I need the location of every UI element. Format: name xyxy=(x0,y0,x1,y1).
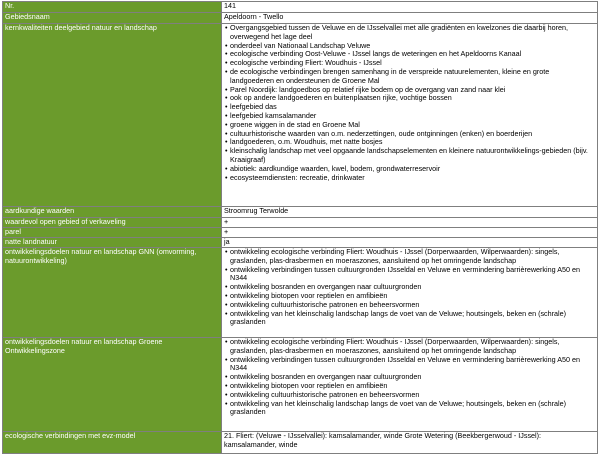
bullet-item: • ecologische verbinding Fliert: Woudhuis - IJssel xyxy=(224,59,595,68)
row-value-evz: 21. Fliert: (Veluwe - IJsselvallei): kamsalamander, winde Grote Wetering (Beekbergerwoud - IJssel): kamsalamander, winde xyxy=(222,432,598,454)
bullet-item: • ontwikkeling van het kleinschalig landschap langs de voet van de Veluwe; houtsingels, beken en (schrale) graslanden xyxy=(224,310,595,328)
row-label-gnn: ontwikkelingsdoelen natuur en landschap GNN (omvorming, natuurontwikkeling) xyxy=(3,248,222,338)
table-row-evz xyxy=(3,432,598,454)
table-row-aardkundige xyxy=(3,207,598,218)
bullet-item: • ecosysteemdiensten: recreatie, drinkwater xyxy=(224,174,595,183)
row-label-nr: Nr. xyxy=(3,2,222,13)
bullet-item: • groene wiggen in de stad en Groene Mal xyxy=(224,121,595,130)
bullet-item: • ontwikkeling verbindingen tussen cultuurgronden IJsseldal en Veluwe en vermindering barrièrewerking A50 en N344 xyxy=(224,356,595,374)
table-row-natte xyxy=(3,238,598,248)
row-label-waardevol: waardevol open gebied of verkaveling xyxy=(3,218,222,228)
row-label-evz: ecologische verbindingen met evz-model xyxy=(3,432,222,454)
table-row-waardevol xyxy=(3,218,598,228)
bullet-item: • de ecologische verbindingen brengen samenhang in de verspreide natuurelementen, kleine en grote landgoederen en ondersteunen de Groene Mal xyxy=(224,68,595,86)
bullet-item: • landgoederen, o.m. Woudhuis, met natte bosjes xyxy=(224,138,595,147)
row-value-waardevol: + xyxy=(222,218,598,228)
row-value-gebiedsnaam: Apeldoorn - Twello xyxy=(222,13,598,24)
row-label-gebiedsnaam: Gebiedsnaam xyxy=(3,13,222,24)
table-row-nr xyxy=(3,2,598,13)
bullet-item: • abiotiek: aardkundige waarden, kwel, bodem, grondwaterreservoir xyxy=(224,165,595,174)
row-label-aardkundige: aardkundige waarden xyxy=(3,207,222,218)
bullet-item: • ontwikkeling bosranden en overgangen naar cultuurgronden xyxy=(224,373,595,382)
bullet-item: • ook op andere landgoederen en buitenplaatsen rijke, vochtige bossen xyxy=(224,94,595,103)
bullet-item: • ontwikkeling ecologische verbinding Fliert: Woudhuis - IJssel (Dorperwaarden, Wilperwaarden): singels, graslanden, plas-drasbermen en moeraszones, aansluitend op het omringende landschap xyxy=(224,338,595,356)
bullet-item: • leefgebied das xyxy=(224,103,595,112)
bullet-item: • ontwikkeling biotopen voor reptielen en amfibieën xyxy=(224,382,595,391)
bullet-item: • cultuurhistorische waarden van o.m. nederzettingen, oude ontginningen (enken) en boerderijen xyxy=(224,130,595,139)
bullet-item: • kleinschalig landschap met veel opgaande landschapselementen en kleinere natuurontwikkelings-gebieden (bijv. Kraaigraaf) xyxy=(224,147,595,165)
bullet-item: • onderdeel van Nationaal Landschap Veluwe xyxy=(224,42,595,51)
row-value-gnn xyxy=(222,248,598,338)
area-info-table xyxy=(2,1,598,454)
row-label-gow: ontwikkelingsdoelen natuur en landschap Groene Ontwikkelingszone xyxy=(3,338,222,432)
row-label-kernkwaliteiten: kernkwaliteiten deelgebied natuur en landschap xyxy=(3,24,222,207)
bullet-item: • ontwikkeling van het kleinschalig landschap langs de voet van de Veluwe; houtsingels, beken en (schrale) graslanden xyxy=(224,400,595,418)
row-value-gow xyxy=(222,338,598,432)
kernkwaliteiten-list xyxy=(224,24,595,182)
row-value-natte: ja xyxy=(222,238,598,248)
table-row-gebiedsnaam xyxy=(3,13,598,24)
row-value-nr: 141 xyxy=(222,2,598,13)
gnn-list xyxy=(224,248,595,327)
bullet-item: • ontwikkeling verbindingen tussen cultuurgronden IJsseldal en Veluwe en vermindering barrièrewerking A50 en N344 xyxy=(224,266,595,284)
row-value-parel: + xyxy=(222,228,598,238)
row-label-parel: parel xyxy=(3,228,222,238)
row-label-natte: natte landnatuur xyxy=(3,238,222,248)
row-value-kernkwaliteiten xyxy=(222,24,598,207)
bullet-item: • ontwikkeling biotopen voor reptielen en amfibieën xyxy=(224,292,595,301)
table-row-parel xyxy=(3,228,598,238)
table-row-gnn xyxy=(3,248,598,338)
bullet-item: • Overgangsgebied tussen de Veluwe en de IJsselvallei met alle gradiënten en kwelzones die daarbij horen, overwegend het lage deel xyxy=(224,24,595,42)
row-value-aardkundige: Stroomrug Terwolde xyxy=(222,207,598,218)
bullet-item: • leefgebied kamsalamander xyxy=(224,112,595,121)
bullet-item: • ontwikkeling ecologische verbinding Fliert: Woudhuis - IJssel (Dorperwaarden, Wilperwaarden): singels, graslanden, plas-drasbermen en moeraszones, aansluitend op het omringende landschap xyxy=(224,248,595,266)
table-row-kernkwaliteiten xyxy=(3,24,598,207)
bullet-item: • Parel Noordijk: landgoedbos op relatief rijke bodem op de overgang van zand naar klei xyxy=(224,86,595,95)
bullet-item: • ontwikkeling bosranden en overgangen naar cultuurgronden xyxy=(224,283,595,292)
bullet-item: • ecologische verbinding Oost-Veluwe - IJssel langs de weteringen en het Apeldoorns Kanaal xyxy=(224,50,595,59)
gow-list xyxy=(224,338,595,417)
table-row-gow xyxy=(3,338,598,432)
bullet-item: • ontwikkeling cultuurhistorische patronen en beheersvormen xyxy=(224,391,595,400)
bullet-item: • ontwikkeling cultuurhistorische patronen en beheersvormen xyxy=(224,301,595,310)
